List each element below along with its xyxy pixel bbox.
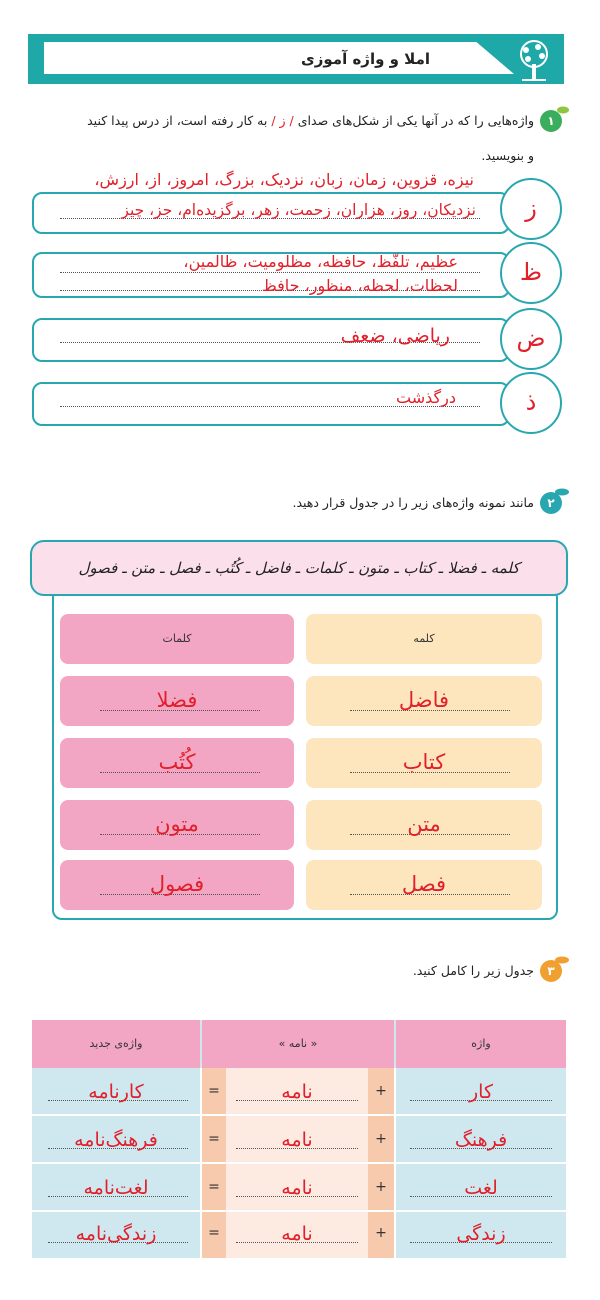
answer-zal: درگذشت xyxy=(396,388,456,407)
row-divider xyxy=(32,1114,566,1116)
word-answer: زندگی xyxy=(456,1223,506,1245)
suffix-answer: نامه xyxy=(281,1129,313,1151)
plural-answer: متون xyxy=(155,812,199,836)
plus-sign: + xyxy=(375,1131,387,1147)
new-word-answer: لغت‌نامه xyxy=(83,1177,149,1199)
question-number-3: ۳ xyxy=(540,960,562,982)
word-answer: لغت xyxy=(464,1177,498,1199)
suffix-answer: نامه xyxy=(281,1223,313,1245)
row-divider xyxy=(32,1162,566,1164)
header-singular: کلمه xyxy=(306,614,542,664)
word-list: کلمه ـ فضلا ـ کتاب ـ متون ـ کلمات ـ فاضل ـ کُتُب ـ فصل ـ متن ـ فصول xyxy=(30,540,568,596)
plus-sign: + xyxy=(375,1083,387,1099)
equals-sign: = xyxy=(208,1225,220,1241)
dotted-line xyxy=(60,272,480,273)
answer-zaa-line2: لحظات، لحظه، منظور، حافظ xyxy=(261,276,458,295)
header-word: واژه xyxy=(396,1020,566,1068)
sound-label: / ز / xyxy=(271,113,294,128)
header-new-word: واژه‌ی جدید xyxy=(32,1020,200,1068)
suffix-answer: نامه xyxy=(281,1177,313,1199)
letter-bubble-zaa: ظ xyxy=(500,242,562,304)
new-word-answer: زندگی‌نامه xyxy=(75,1223,157,1245)
suffix-answer: نامه xyxy=(281,1081,313,1103)
section-title: املا و واژه آموزی xyxy=(301,50,430,68)
plural-answer: کُتُب xyxy=(158,750,196,774)
question-1-text-part2: به کار رفته است، از درس پیدا کنید xyxy=(87,113,268,128)
tree-icon xyxy=(508,38,560,82)
answer-zaa-line1: عظیم، تلفّظ، حافظه، مظلومیت، ظالمین، xyxy=(183,252,458,271)
question-1-text-line2: و بنویسید. xyxy=(481,148,534,163)
singular-answer: فصل xyxy=(401,872,447,896)
answer-zad: ریاضی، ضعف xyxy=(340,325,450,347)
equals-sign: = xyxy=(208,1083,220,1099)
question-number-2: ۲ xyxy=(540,492,562,514)
singular-answer: متن xyxy=(407,812,441,836)
singular-answer: فاضل xyxy=(398,688,450,712)
question-1-text-part1: واژه‌هایی را که در آنها یکی از شکل‌های صدای xyxy=(297,113,534,128)
question-number-1: ۱ xyxy=(540,110,562,132)
new-word-answer: فرهنگ‌نامه xyxy=(74,1129,158,1151)
word-answer: فرهنگ xyxy=(454,1129,508,1151)
question-3-text: جدول زیر را کامل کنید. xyxy=(412,963,534,978)
word-answer: کار xyxy=(468,1081,493,1103)
header-plural: کلمات xyxy=(60,614,294,664)
plural-answer: فصول xyxy=(149,872,205,896)
question-1-text xyxy=(20,110,534,132)
leaf-icon xyxy=(556,104,570,116)
plural-answer: فضلا xyxy=(156,688,198,712)
row-divider xyxy=(32,1210,566,1212)
answer-z-line1: نیزه، قزوین، زمان، زبان، نزدیک، بزرگ، امروز، از، ارزش، xyxy=(94,170,474,189)
new-word-answer: کارنامه xyxy=(88,1081,144,1103)
letter-bubble-z: ز xyxy=(500,178,562,240)
question-2-text: مانند نمونه واژه‌های زیر را در جدول قرار دهید. xyxy=(292,495,534,510)
plus-sign: + xyxy=(375,1179,387,1195)
letter-bubble-zal: ذ xyxy=(500,372,562,434)
header-name: « نامه » xyxy=(202,1020,394,1068)
leaf-icon xyxy=(554,486,570,498)
plus-sign: + xyxy=(375,1225,387,1241)
leaf-icon xyxy=(554,954,570,966)
equals-sign: = xyxy=(208,1179,220,1195)
answer-z-line2: نزدیکان، روز، هزاران، زحمت، زهر، برگزیده‌ام، جز، چیز xyxy=(121,201,476,219)
equals-sign: = xyxy=(208,1131,220,1147)
singular-answer: کتاب xyxy=(402,750,446,774)
letter-bubble-zad: ض xyxy=(500,308,562,370)
